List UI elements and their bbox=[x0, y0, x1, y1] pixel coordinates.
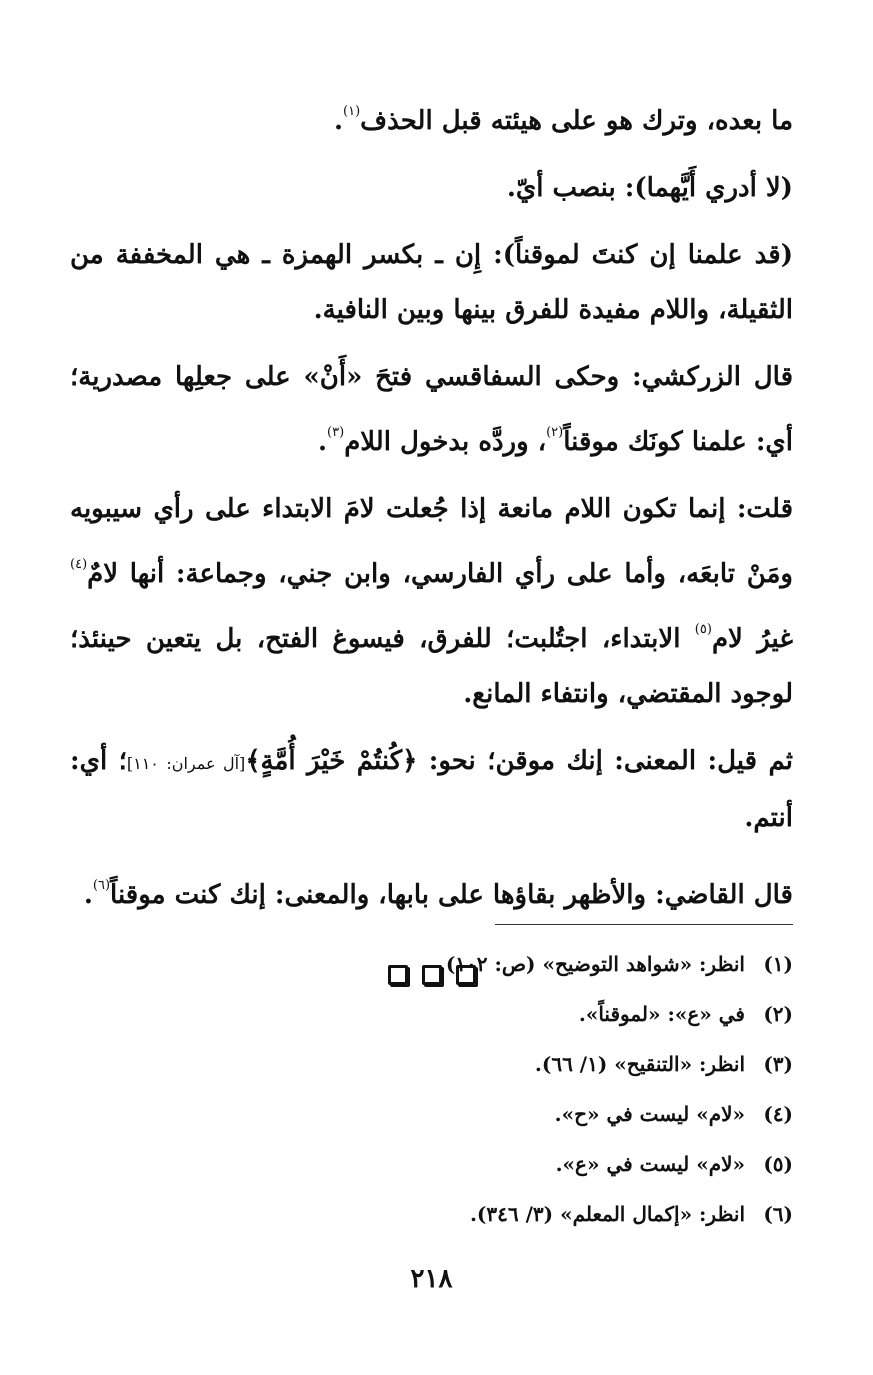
footnote-number: (٥) bbox=[763, 1152, 793, 1176]
paragraph-4 bbox=[70, 350, 793, 470]
footnote-number: (٢) bbox=[763, 1002, 793, 1026]
footnote-text: انظر: «التنقيح» (١/ ٦٦). bbox=[534, 1052, 745, 1076]
quran-verse: ﴿كُنتُمْ خَيْرَ أُمَّةٍ﴾ bbox=[245, 746, 418, 776]
footnote-text: انظر: «إكمال المعلم» (٣/ ٣٤٦). bbox=[469, 1202, 745, 1226]
paragraph-5 bbox=[70, 482, 793, 722]
footnote-number: (٣) bbox=[763, 1052, 793, 1076]
footnote-marker-6: (٦) bbox=[92, 878, 111, 893]
footnote-item bbox=[70, 1089, 793, 1139]
footnote-marker-1: (١) bbox=[343, 104, 361, 119]
paragraph-7 bbox=[70, 858, 793, 923]
paragraph-1-text: ما بعده، وترك هو على هيئته قبل الحذف bbox=[360, 106, 793, 136]
paragraph-5-text-c: الابتداء، اجتُلبت؛ للفرق، فيسوغ الفتح، بل يتعين حينئذ؛ لوجود المقتضي، وانتفاء المانع. bbox=[70, 624, 793, 709]
paragraph-6 bbox=[70, 734, 793, 846]
paragraph-6-text-a: ثم قيل: المعنى: إنك موقن؛ نحو: bbox=[417, 746, 793, 776]
footnote-marker-5: (٥) bbox=[694, 622, 712, 637]
footnote-item bbox=[70, 1189, 793, 1239]
paragraph-5-text-b: غيرُ لام bbox=[711, 624, 793, 654]
footnote-marker-3: (٣) bbox=[327, 425, 345, 440]
book-page bbox=[70, 84, 793, 1375]
footnote-item bbox=[70, 989, 793, 1039]
footnote-marker-4: (٤) bbox=[70, 557, 88, 572]
page-number: ٢١٨ bbox=[410, 1264, 453, 1294]
footnote-number: (٦) bbox=[763, 1202, 793, 1226]
footnotes bbox=[70, 939, 793, 1239]
footnote-number: (١) bbox=[763, 952, 793, 976]
paragraph-7-end: . bbox=[83, 880, 93, 910]
footnote-text: في «ع»: «لموقناً». bbox=[578, 1002, 745, 1026]
footnote-divider bbox=[495, 924, 793, 925]
verse-reference: [آل عمران: ١١٠] bbox=[126, 754, 246, 773]
footnote-text: «لام» ليست في «ع». bbox=[555, 1152, 745, 1176]
paragraph-6-text-b: ؛ أي: أنتم. bbox=[70, 746, 793, 833]
paragraph-4-text-a: قال الزركشي: وحكى السفاقسي فتحَ «أَنْ» على جعلِها مصدرية؛ أي: علمنا كونَك موقناً bbox=[70, 362, 793, 457]
paragraph-2-text: (لا أدري أَيَّهما): بنصب أيّ. bbox=[506, 173, 793, 203]
footnote-item bbox=[70, 939, 793, 989]
footnote-text: «لام» ليست في «ح». bbox=[554, 1102, 745, 1126]
footnote-number: (٤) bbox=[763, 1102, 793, 1126]
paragraph-7-text: قال القاضي: والأظهر بقاؤها على بابها، والمعنى: إنك كنت موقناً bbox=[110, 880, 793, 910]
footnote-item bbox=[70, 1139, 793, 1189]
footnote-marker-2: (٢) bbox=[546, 425, 564, 440]
footnote-text: انظر: «شواهد التوضيح» (ص: ١٠٢). bbox=[438, 952, 745, 976]
paragraph-4-text-b: ، وردَّه بدخول اللام bbox=[344, 427, 547, 457]
paragraph-3 bbox=[70, 228, 793, 338]
paragraph-4-end: . bbox=[317, 427, 328, 457]
paragraph-5-text-a: قلت: إنما تكون اللام مانعة إذا جُعلت لامَ الابتداء على رأي سيبويه ومَنْ تابعَه، وأما على رأي الفارسي، وابن جني، وجماعة: أنها لامٌ bbox=[70, 494, 793, 589]
paragraph-2 bbox=[70, 161, 793, 216]
footnote-item bbox=[70, 1039, 793, 1089]
paragraph-3-text: (قد علمنا إن كنتَ لموقناً): إِن ـ بكسر الهمزة ـ هي المخففة من الثقيلة، واللام مفيدة للفرق بينها وبين النافية. bbox=[70, 240, 793, 325]
paragraph-1-end: . bbox=[333, 106, 344, 136]
paragraph-1 bbox=[70, 84, 793, 149]
